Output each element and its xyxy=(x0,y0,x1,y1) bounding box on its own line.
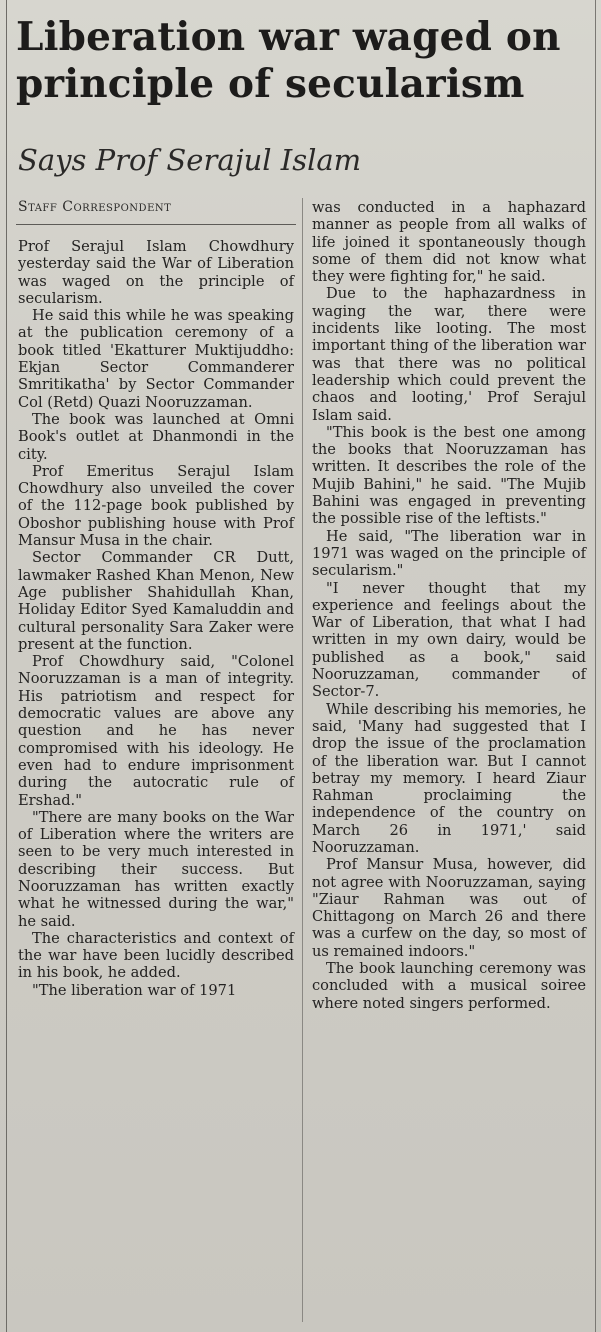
article-byline: Staff Correspondent xyxy=(18,199,172,215)
paragraph: Due to the haphazardness in waging the war, there were incidents like looting. The most important thing of the liberation war was that there was no political leadership which could prevent the chaos and looting,' Prof Serajul Islam said. xyxy=(312,285,586,424)
article-subhead: Says Prof Serajul Islam xyxy=(18,143,362,177)
article-headline: Liberation war waged on principle of secularism xyxy=(16,14,561,107)
left-border-rule xyxy=(6,0,7,1332)
paragraph: Prof Chowdhury said, "Colonel Nooruzzaman is a man of integrity. His patriotism and respect for democratic values are above any question and he has never compromised with his ideology. He even had to endure imprisonment during the autocratic rule of Ershad." xyxy=(18,653,294,809)
paragraph: "There are many books on the War of Liberation where the writers are seen to be very much interested in describing their success. But Nooruzzaman has written exactly what he witnessed during the war," he said. xyxy=(18,808,294,930)
paragraph: The book was launched at Omni Book's outlet at Dhanmondi in the city. xyxy=(18,410,294,463)
paragraph: "The liberation war of 1971 xyxy=(32,981,237,999)
paragraph: The book launching ceremony was concluded with a musical soiree where noted singers performed. xyxy=(312,960,586,1012)
right-border-rule xyxy=(595,0,596,1332)
paragraph: "This book is the best one among the books that Nooruzzaman has written. It describes the role of the Mujib Bahini," he said. "The Mujib Bahini was engaged in preventing the possible rise of the leftists." xyxy=(312,423,586,528)
column-divider xyxy=(302,198,303,1322)
left-column xyxy=(18,238,294,999)
paragraph: was conducted in a haphazard manner as people from all walks of life joined it spontaneously though some of them did not know what they were fighting for," he said. xyxy=(312,199,586,286)
paragraph: Prof Serajul Islam Chowdhury yesterday said the War of Liberation was waged on the principle of secularism. xyxy=(18,238,294,307)
paragraph: Prof Mansur Musa, however, did not agree with Nooruzzaman, saying "Ziaur Rahman was out of Chittagong on March 26 and there was a curfew on the day, so most of us remained indoors." xyxy=(312,856,586,960)
paragraph: He said this while he was speaking at the publication ceremony of a book titled 'Ekatturer Muktijuddho: Ekjan Sector Commanderer Smritikatha' by Sector Commander Col (Retd) Quazi Nooruzzaman. xyxy=(18,307,294,411)
paragraph: "I never thought that my experience and feelings about the War of Liberation, that what I had written in my own dairy, would be published as a book," said Nooruzzaman, commander of Sector-7. xyxy=(312,579,586,701)
right-column xyxy=(312,199,586,1012)
paragraph: The characteristics and context of the war have been lucidly described in his book, he added. xyxy=(18,929,294,982)
paragraph: He said, "The liberation war in 1971 was waged on the principle of secularism." xyxy=(312,527,586,580)
byline-rule xyxy=(16,224,296,225)
paragraph: Sector Commander CR Dutt, lawmaker Rashed Khan Menon, New Age publisher Shahidullah Khan, Holiday Editor Syed Kamaluddin and cultural personality Sara Zaker were present at the function. xyxy=(18,549,294,653)
paragraph: Prof Emeritus Serajul Islam Chowdhury also unveiled the cover of the 112-page book published by Oboshor publishing house with Prof Mansur Musa in the chair. xyxy=(18,462,294,550)
paragraph: While describing his memories, he said, 'Many had suggested that I drop the issue of the proclamation of the liberation war. But I cannot betray my memory. I heard Ziaur Rahman proclaiming the independence of the country on March 26 in 1971,' said Nooruzzaman. xyxy=(312,700,586,856)
